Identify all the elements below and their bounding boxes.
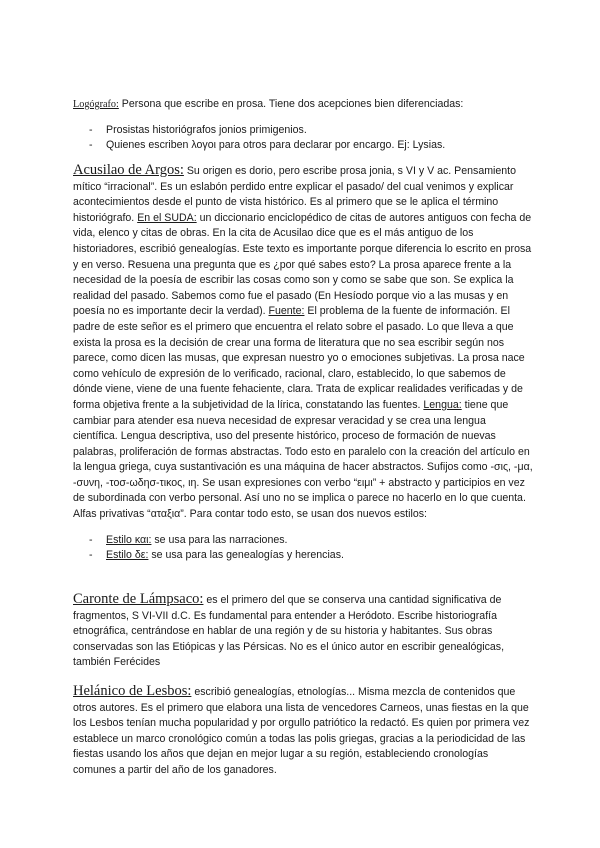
caronte-heading: Caronte de Lámpsaco:: [73, 591, 204, 607]
logografo-section: [73, 97, 533, 154]
style-de-label: Estilo δε:: [106, 549, 149, 562]
logografo-definition-text: Persona que escribe en prosa. Tiene dos acepciones bien diferenciadas:: [118, 98, 464, 110]
acusilao-text-2: un diccionario enciclopédico de citas de autores antiguos con fecha de vida, elenco y citas de obras. En la cita de Acusilao dice que es el más antiguo de los historiadores, escribió genealogías. Este texto es importante porque diferencia lo escrito en prosa y en verso. Resuena una pregunta que es ¿por qué sabes esto? La prosa aparece frente a la necesidad de la poesía de escribir las cosas como son y como se sabe que son. Se explica la realidad del pasado. Sabemos como fue el pasado (En Hesíodo porque vio a las musas y en poesía no es importante decir la verdad).: [73, 211, 532, 318]
caronte-section: [73, 592, 533, 671]
lengua-label: Lengua:: [423, 398, 462, 411]
acusilao-paragraph: [73, 163, 533, 523]
list-item: [73, 548, 533, 564]
fuente-label: Fuente:: [268, 305, 305, 318]
logografo-term: Logógrafo:: [73, 99, 119, 110]
helanico-heading: Helánico de Lesbos:: [73, 683, 192, 699]
style-de-text: se usa para las genealogías y herencias.: [148, 549, 344, 562]
acusilao-text-1: Su origen es dorio, pero escribe prosa jonia, s VI y V ac. Pensamiento mítico “irracional”. Es un eslabón perdido entre explicar el pasado/ del cual venimos y explicar acontecimientos desde el punto de vista histórico. Es al primero que se le aplica el término historiógrafo.: [73, 165, 517, 224]
helanico-paragraph: [73, 684, 533, 779]
style-kai-text: se usa para las narraciones.: [151, 533, 288, 546]
acusilao-section: [73, 163, 533, 564]
list-item: [73, 533, 533, 549]
acusilao-text-4: tiene que cambiar para atender esa nueva necesidad de expresar veracidad y se crea una lengua científica. Lengua descriptiva, uso del presente histórico, proceso de formación de nuevas palabras, proliferación de formas abstractas. Todo esto en paralelo con la creación del artículo en la lengua griega, cuya sustantivación es una máquina de hacer abstractos. Sufijos como -σις, -μα, -συνη, -τοσ-ωδησ-τικος, ιη. Se usan expresiones con verbo “ειμι” + abstracto y participios en vez de subordinada con verbo personal. Así uno no se implica o parece no hacerlo en lo que cuenta. Alfas privativas “αταξια”. Para contar todo esto, se usan dos nuevos estilos:: [73, 398, 533, 521]
suda-label: En el SUDA:: [137, 211, 197, 224]
style-kai-label: Estilo και:: [106, 533, 152, 546]
acusilao-heading: Acusilao de Argos:: [73, 162, 184, 178]
caronte-text: es el primero del que se conserva una cantidad significativa de fragmentos, S VI-VII d.C. Es fundamental para entender a Heródoto. Escribe historiografía etnográfica, centrándose en hablar de una región y de su historia y habitantes. Sus obras conservadas son las Etiópicas y las Pérsicas. No es el único autor en escribir genealógicas, también Ferécides: [73, 594, 505, 669]
acusilao-text-3: El problema de la fuente de información. El padre de este señor es el primero que encuentra el relato sobre el pasado. Lo que lleva a que exista la prosa es la decisión de crear una forma de literatura que no sea escribir según nos parece, como dicen las musas, que expresan nuestro yo o emociones subjetivas. La prosa nace como vehículo de expresión de lo verificado, racional, claro, establecido, lo que sabemos de dónde viene, viene de una fuente fehaciente, clara. Trata de explicar realidades verificadas y de forma objetiva frente a la subjetividad de la lírica, constatando las fuentes.: [73, 305, 525, 411]
logografo-definition: [73, 97, 533, 113]
helanico-section: [73, 684, 533, 779]
list-item: - Prosistas historiógrafos jonios primigenios.: [73, 123, 533, 139]
list-item: - Quienes escriben λογοι para otros para declarar por encargo. Ej: Lysias.: [73, 138, 533, 154]
caronte-paragraph: [73, 592, 533, 671]
helanico-text: escribió genealogías, etnologías... Misma mezcla de contenidos que otros autores. Es el primero que elabora una lista de vencedores Carneos, unas fiestas en la que los Lesbos tenían mucha popularidad y por orgullo patriótico la redactó. Es quien por primera vez establece un marco cronológico común a todas las polis griegas, gracias a la periodicidad de las fiestas usando los años que dejan en mejor lugar a su región, estableciendo cronologías comunes a partir del año de los ganadores.: [73, 686, 530, 776]
styles-list: [73, 533, 533, 564]
logografo-list: [73, 123, 533, 154]
